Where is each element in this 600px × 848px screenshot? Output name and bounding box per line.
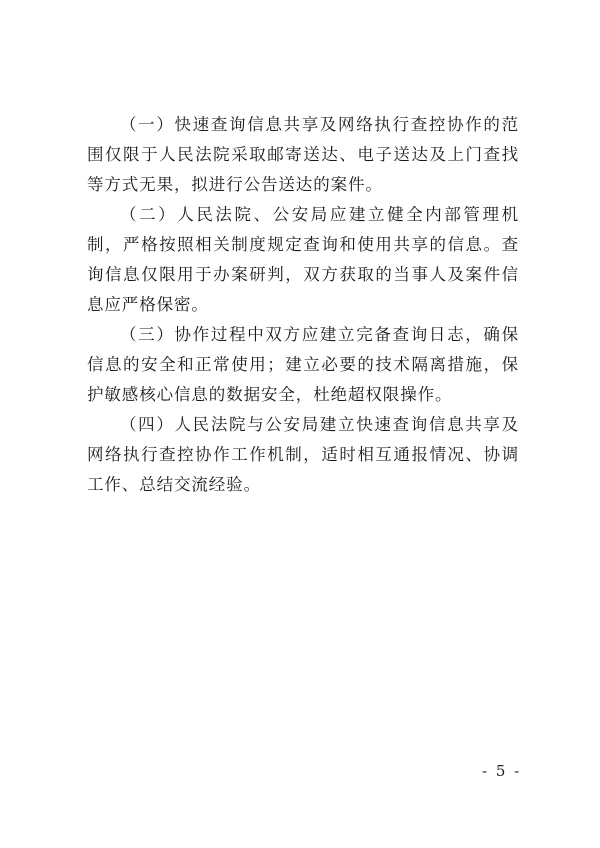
document-body xyxy=(87,110,519,500)
paragraph-4: （四）人民法院与公安局建立快速查询信息共享及网络执行查控协作工作机制，适时相互通报情况、协调工作、总结交流经验。 xyxy=(87,415,519,494)
paragraph-2: （二）人民法院、公安局应建立健全内部管理机制，严格按照相关制度规定查询和使用共享的信息。查询信息仅限用于办案研判，双方获取的当事人及案件信息应严格保密。 xyxy=(87,205,519,314)
paragraph-3: （三）协作过程中双方应建立完备查询日志，确保信息的安全和正常使用；建立必要的技术隔离措施，保护敏感核心信息的数据安全，杜绝超权限操作。 xyxy=(87,325,519,404)
page-number: - 5 - xyxy=(482,762,522,780)
paragraph-1: （一）快速查询信息共享及网络执行查控协作的范围仅限于人民法院采取邮寄送达、电子送达及上门查找等方式无果，拟进行公告送达的案件。 xyxy=(87,115,519,194)
